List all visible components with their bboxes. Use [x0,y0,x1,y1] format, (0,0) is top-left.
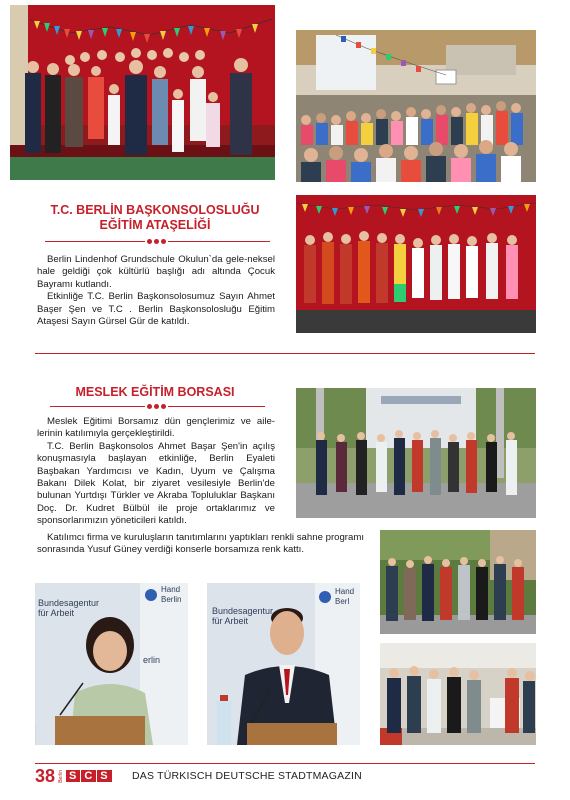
photo-speaker-man [207,583,360,745]
page-footer [0,760,570,800]
section1-heading-line2: EĞİTİM ATAŞELİĞİ [99,218,211,232]
section1-heading-line1: T.C. BERLİN BAŞKONSOLOSLUĞU [50,203,260,217]
section2-paragraph: T.C. Berlin Başkonsolos Ahmet Başar Şen'in açılış konuşmasıyla başlayan etkinliğe, Berlin Eyaleti Başbakan Yardımcısı ve Kadın, Uyum ve Çalışma Bakanı Dilek Kolat, bir ziyaret vesilesiyle Berlin'de bulunan Yurtdışı Türkler ve Akraba Topluluklar Başkanı Doç. Dr. Kudret Bülbül ile proje ortaklarımız ve sponsorlarımızın yöneticileri katıldı. [37,440,275,527]
section1-paragraph: Berlin Lindenhof Grundschule Okulun`da gele-neksel hale geldiği çok kültürlü başlığı adı altında Çocuk Bayramı kutlandı. [37,254,275,290]
photo-audience-hall [296,30,536,182]
section1-ornament-divider [45,238,270,246]
section2-body [37,416,275,528]
logo-mini-text: Berlin [58,769,64,783]
section2-ornament-divider [50,403,265,411]
footer-rule [35,763,535,764]
section-divider [35,353,535,354]
section1-heading [30,203,280,233]
logo-letter: S [66,770,80,782]
sign-text-fur-arbeit: für Arbeit [212,616,249,626]
section2-paragraph: Katılımcı firma ve kuruluşların tanıtımlarını yaptıkları renkli sahne programı sonrasında Yusuf Güney verdiği konserle borsamıza renk kattı. [37,532,364,556]
photo-officials-indoor [380,643,536,745]
magazine-name: DAS TÜRKISCH DEUTSCHE STADTMAGAZIN [132,770,362,782]
logo-letter: S [97,770,111,782]
section2-paragraph: Meslek Eğitimi Borsamız dün gençlerimiz ve aile-lerinin katılımıyla gerçekleştirildi. [37,416,275,440]
page-number: 38 [35,766,56,786]
section2-heading: MESLEK EĞİTİM BORSASI [75,385,235,399]
sign-text-berlin-mid: erlin [143,655,161,665]
photo-children-costumes [296,195,536,333]
sign-text-berlin: Berl [335,597,350,606]
logo-letter: C [81,770,96,782]
sign-text-bundesagentur: Bundesagentur [212,606,274,616]
section1-paragraph: Etkinliğe T.C. Berlin Başkonsolosumuz Sayın Ahmet Başer Şen ve T.C . Berlin Başkonsolosluğu Eğitim Ataşesi Sayın Gürsel Gür de katıldı. [37,291,275,328]
photo-speaker-woman [35,583,188,745]
sign-text-hand: Hand [335,587,355,596]
photo-officials-group [296,388,536,518]
sign-text-fur-arbeit: für Arbeit [38,608,75,618]
sign-text-berlin: Berlin [161,595,182,604]
photo-officials-outdoor [380,530,536,634]
sign-text-bundesagentur: Bundesagentur [38,598,100,608]
section1-body [37,254,275,328]
photo-stage-group [10,5,275,180]
sign-text-hand: Hand [161,585,181,594]
section2-body-wide [37,532,364,557]
magazine-logo [58,769,113,783]
